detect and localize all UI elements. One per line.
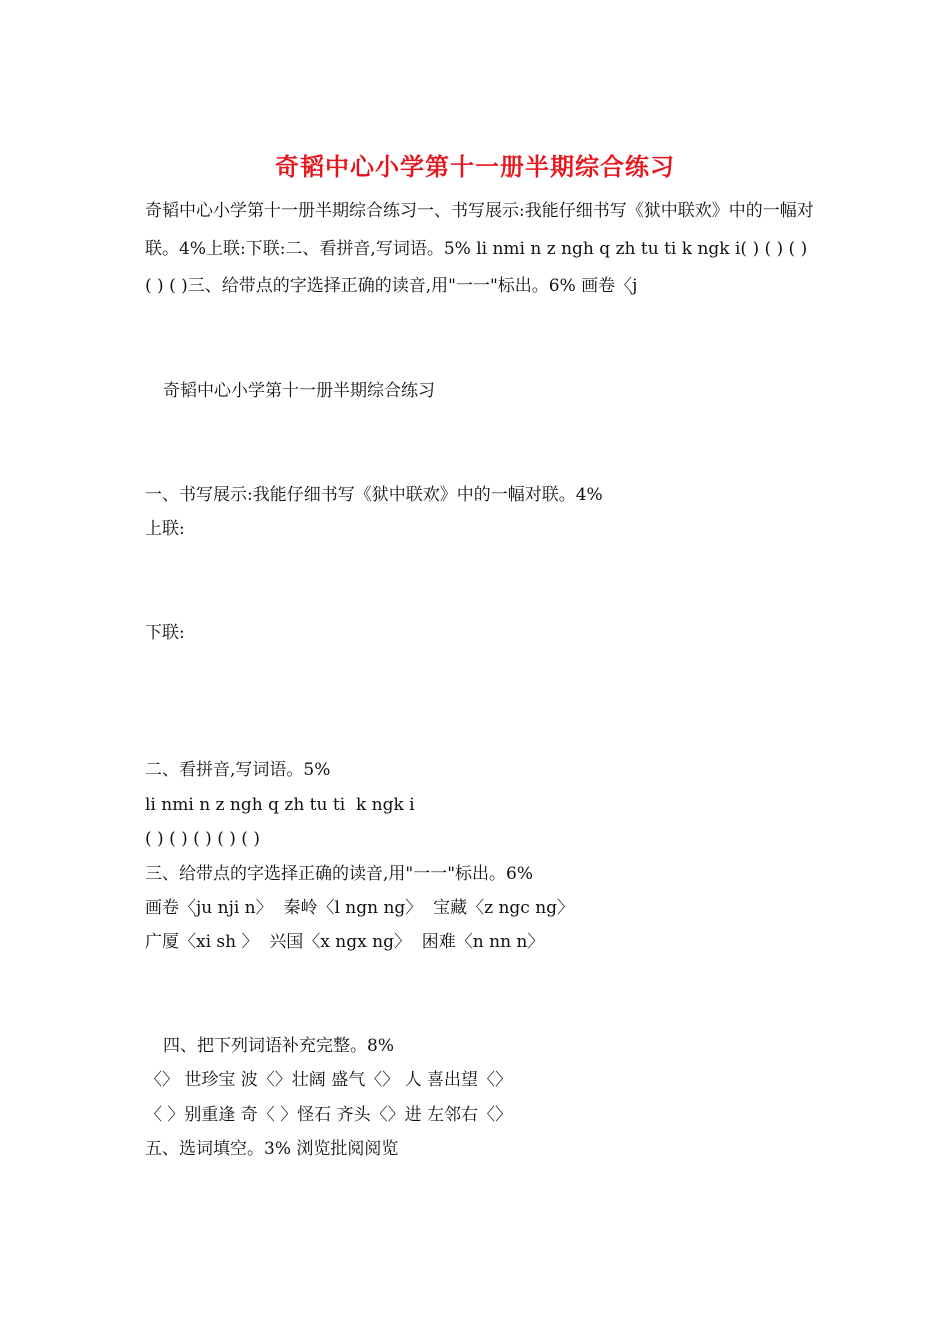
idiom-row-1: 〈〉 世珍宝 波〈〉壮阔 盛气〈〉 人 喜出望〈〉	[145, 1070, 513, 1090]
section4-heading: 四、把下列词语补充完整。8%	[163, 1036, 394, 1056]
pinyin-line: li nmi n z ngh q zh tu ti k ngk i	[145, 795, 415, 815]
pronunciation-row-2: 广厦〈xi sh 〉 兴国〈x ngx ng〉 困难〈n nn n〉	[145, 932, 545, 952]
section3-heading: 三、给带点的字选择正确的读音,用"一一"标出。6%	[145, 864, 534, 884]
idiom-row-2: 〈 〉别重逢 奇〈 〉怪石 齐头〈〉进 左邻右〈〉	[145, 1105, 513, 1125]
document-title: 奇韬中心小学第十一册半期综合练习	[275, 153, 675, 181]
section5-heading: 五、选词填空。3% 浏览批阅阅览	[145, 1139, 399, 1159]
answer-blanks: ( ) ( ) ( ) ( ) ( )	[145, 829, 260, 849]
section2-heading: 二、看拼音,写词语。5%	[145, 760, 331, 780]
pronunciation-row-1: 画卷〈ju nji n〉 秦岭〈l ngn ng〉 宝藏〈z ngc ng〉	[145, 898, 575, 918]
upper-couplet-label: 上联:	[145, 519, 185, 539]
summary-paragraph: 奇韬中心小学第十一册半期综合练习一、书写展示:我能仔细书写《狱中联欢》中的一幅对联。4%上联:下联:二、看拼音,写词语。5% li nmi n z ngh q zh tu ti k ngk i( ) ( ) ( ) ( ) ( )三、给带点的字选择正确的读音,用"一一"标出。6% 画卷〈j	[145, 201, 814, 296]
lower-couplet-label: 下联:	[145, 623, 185, 643]
subtitle: 奇韬中心小学第十一册半期综合练习	[163, 381, 435, 401]
section1-heading: 一、书写展示:我能仔细书写《狱中联欢》中的一幅对联。4%	[145, 485, 603, 505]
